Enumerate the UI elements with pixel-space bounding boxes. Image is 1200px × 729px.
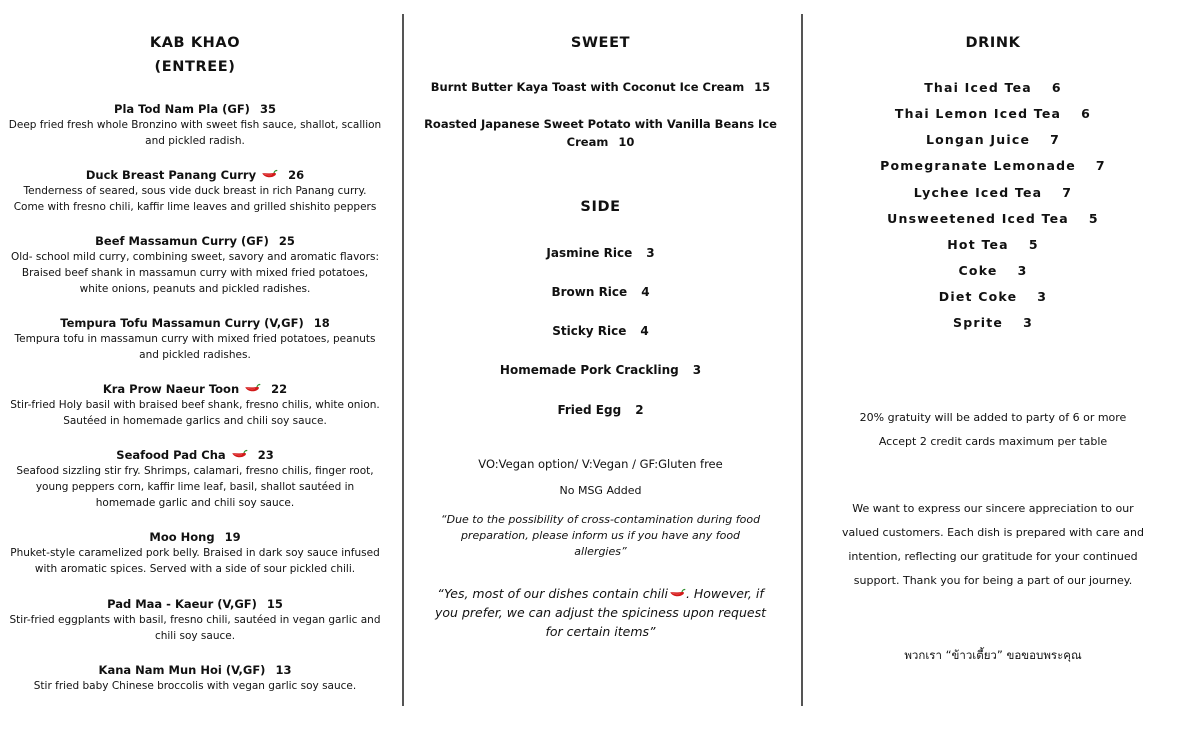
item-price: 25: [278, 234, 295, 248]
item-price: 2: [635, 403, 644, 417]
chili-pepper-icon: [668, 587, 686, 599]
sweet-item: [408, 79, 793, 95]
item-description: Stir-fried Holy basil with braised beef shank, fresno chilis, white onion. Sautéed in homemade garlics and chili soy sauce.: [10, 399, 380, 427]
menu-item: [0, 529, 390, 577]
item-name: Tempura Tofu Massamun Curry (V,GF): [60, 316, 304, 330]
item-price: 15: [754, 80, 771, 94]
drink-item: [812, 237, 1174, 253]
entree-heading: KAB KHAO: [149, 35, 241, 51]
menu-item: [0, 596, 390, 644]
side-heading: SIDE: [580, 199, 621, 215]
gratuity-policy: 20% gratuity will be added to party of 6 or more: [859, 411, 1127, 424]
item-name: Coke: [958, 263, 998, 278]
no-msg-note: No MSG Added: [559, 484, 642, 497]
item-name: Unsweetened Iced Tea: [887, 211, 1069, 226]
item-title: [0, 101, 390, 117]
drink-item: [812, 263, 1174, 279]
item-name: Jasmine Rice: [546, 246, 633, 260]
entree-subheading: (ENTREE): [154, 59, 236, 75]
item-price: 3: [692, 363, 702, 377]
drink-item: [812, 80, 1174, 96]
item-title: [408, 79, 793, 95]
side-item: [408, 402, 793, 418]
item-title: [0, 233, 390, 249]
item-description: Old- school mild curry, combining sweet, savory and aromatic flavors: Braised beef shank in massamun curry with mixed fried potatoes, white onions, peanuts and pickled radishes.: [10, 251, 380, 295]
menu-item: [0, 167, 390, 215]
item-description: Phuket-style caramelized pork belly. Braised in dark soy sauce infused with aromatic spices. Served with a side of sour pickled chili.: [10, 547, 380, 575]
item-description: Stir fried baby Chinese broccolis with vegan garlic soy sauce.: [33, 680, 357, 692]
drink-item: [812, 158, 1174, 174]
chili-pepper-icon: [260, 168, 278, 180]
item-name: Sticky Rice: [552, 324, 627, 338]
item-description: Tempura tofu in massamun curry with mixed fried potatoes, peanuts and pickled radishes.: [14, 333, 376, 361]
item-price: 3: [646, 246, 655, 260]
sweet-item: [408, 115, 793, 151]
item-name: Diet Coke: [938, 289, 1018, 304]
drink-item: [812, 106, 1174, 122]
item-title: [422, 115, 779, 151]
item-name: Thai Iced Tea: [924, 80, 1032, 95]
item-price: 18: [313, 316, 330, 330]
column-divider-left: [402, 14, 404, 706]
item-name: Fried Egg: [557, 403, 622, 417]
item-price: 3: [1037, 289, 1048, 304]
item-price: 7: [1095, 158, 1106, 173]
menu-item: [0, 662, 390, 694]
menu-item: [0, 447, 390, 511]
item-price: 10: [618, 135, 635, 149]
appreciation-message: We want to express our sincere appreciation to our valued customers. Each dish is prepared with care and intention, reflecting our gratitude for your continued support. Thank you for being a part of our journey.: [842, 502, 1144, 587]
item-price: 13: [275, 663, 292, 677]
item-name: Lychee Iced Tea: [913, 185, 1043, 200]
item-name: Longan Juice: [925, 132, 1031, 147]
item-name: Seafood Pad Cha: [116, 448, 226, 462]
item-price: 5: [1028, 237, 1039, 252]
drink-heading: DRINK: [965, 35, 1021, 51]
item-title: [0, 662, 390, 678]
item-price: 7: [1062, 185, 1073, 200]
side-item: [408, 362, 793, 378]
item-price: 4: [641, 285, 650, 299]
item-price: 3: [1023, 315, 1033, 330]
credit-card-policy: Accept 2 credit cards maximum per table: [878, 435, 1108, 448]
dietary-legend: VO:Vegan option/ V:Vegan / GF:Gluten free: [478, 457, 723, 471]
item-title: [0, 529, 390, 545]
item-price: 22: [271, 382, 288, 396]
column-divider-right: [801, 14, 803, 706]
drink-item: [812, 132, 1174, 148]
item-description: Stir-fried eggplants with basil, fresno chili, sautéed in vegan garlic and chili soy sauce.: [9, 614, 381, 642]
item-price: 26: [288, 168, 305, 182]
item-title: [0, 167, 390, 183]
item-name: Homemade Pork Crackling: [499, 363, 679, 377]
item-description: Tenderness of seared, sous vide duck breast in rich Panang curry. Come with fresno chili, kaffir lime leaves and grilled shishito peppers: [13, 185, 377, 213]
chili-note-text: . However, if you prefer, we can adjust the spiciness upon request for certain items”: [435, 586, 766, 639]
item-price: 6: [1051, 80, 1062, 95]
item-title: [0, 596, 390, 612]
drink-item: [812, 289, 1174, 305]
thai-thanks: พวกเรา “ข้าวเตี้ยว” ขอขอบพระคุณ: [904, 648, 1082, 662]
sweet-heading: SWEET: [570, 35, 631, 51]
chili-note-text: “Yes, most of our dishes contain chili: [437, 586, 668, 601]
chili-pepper-icon: [230, 448, 248, 460]
item-title: [0, 315, 390, 331]
item-title: [0, 447, 390, 463]
menu-item: [0, 233, 390, 297]
item-price: 15: [266, 597, 283, 611]
item-name: Duck Breast Panang Curry: [85, 168, 257, 182]
item-name: Burnt Butter Kaya Toast with Coconut Ice Cream: [430, 80, 745, 94]
item-price: 35: [259, 102, 276, 116]
item-name: Roasted Japanese Sweet Potato with Vanilla Beans Ice Cream: [424, 117, 777, 149]
item-name: Moo Hong: [149, 530, 215, 544]
drink-item: [812, 211, 1174, 227]
item-name: Pomegranate Lemonade: [880, 158, 1076, 173]
allergy-note: “Due to the possibility of cross-contamination during food preparation, please inform us if you have any food allergies”: [440, 513, 761, 558]
item-name: Sprite: [953, 315, 1004, 330]
chili-pepper-icon: [243, 382, 261, 394]
item-price: 5: [1088, 211, 1099, 226]
item-price: 6: [1081, 106, 1092, 121]
menu-item: [0, 101, 390, 149]
item-name: Pad Maa - Kaeur (V,GF): [107, 597, 257, 611]
item-description: Seafood sizzling stir fry. Shrimps, calamari, fresno chilis, finger root, young peppers corn, kaffir lime leaf, basil, shallot sautéed in homemade garlic and chili soy sauce.: [16, 465, 374, 509]
item-price: 23: [257, 448, 274, 462]
side-item: [408, 284, 793, 300]
item-price: 7: [1050, 132, 1061, 147]
drink-item: [812, 315, 1174, 331]
item-price: 4: [640, 324, 649, 338]
menu-item: [0, 315, 390, 363]
item-name: Brown Rice: [551, 285, 628, 299]
item-name: Kra Prow Naeur Toon: [102, 382, 240, 396]
item-name: Thai Lemon Iced Tea: [894, 106, 1062, 121]
drink-item: [812, 185, 1174, 201]
side-item: [408, 323, 793, 339]
item-title: [0, 381, 390, 397]
item-name: Beef Massamun Curry (GF): [95, 234, 269, 248]
item-price: 19: [224, 530, 241, 544]
chili-note: [408, 584, 793, 641]
item-description: Deep fried fresh whole Bronzino with sweet fish sauce, shallot, scallion and pickled radish.: [8, 119, 382, 147]
item-price: 3: [1017, 263, 1028, 278]
menu-item: [0, 381, 390, 429]
item-name: Kana Nam Mun Hoi (V,GF): [98, 663, 266, 677]
item-name: Pla Tod Nam Pla (GF): [114, 102, 250, 116]
item-name: Hot Tea: [947, 237, 1009, 252]
side-item: [408, 245, 793, 261]
